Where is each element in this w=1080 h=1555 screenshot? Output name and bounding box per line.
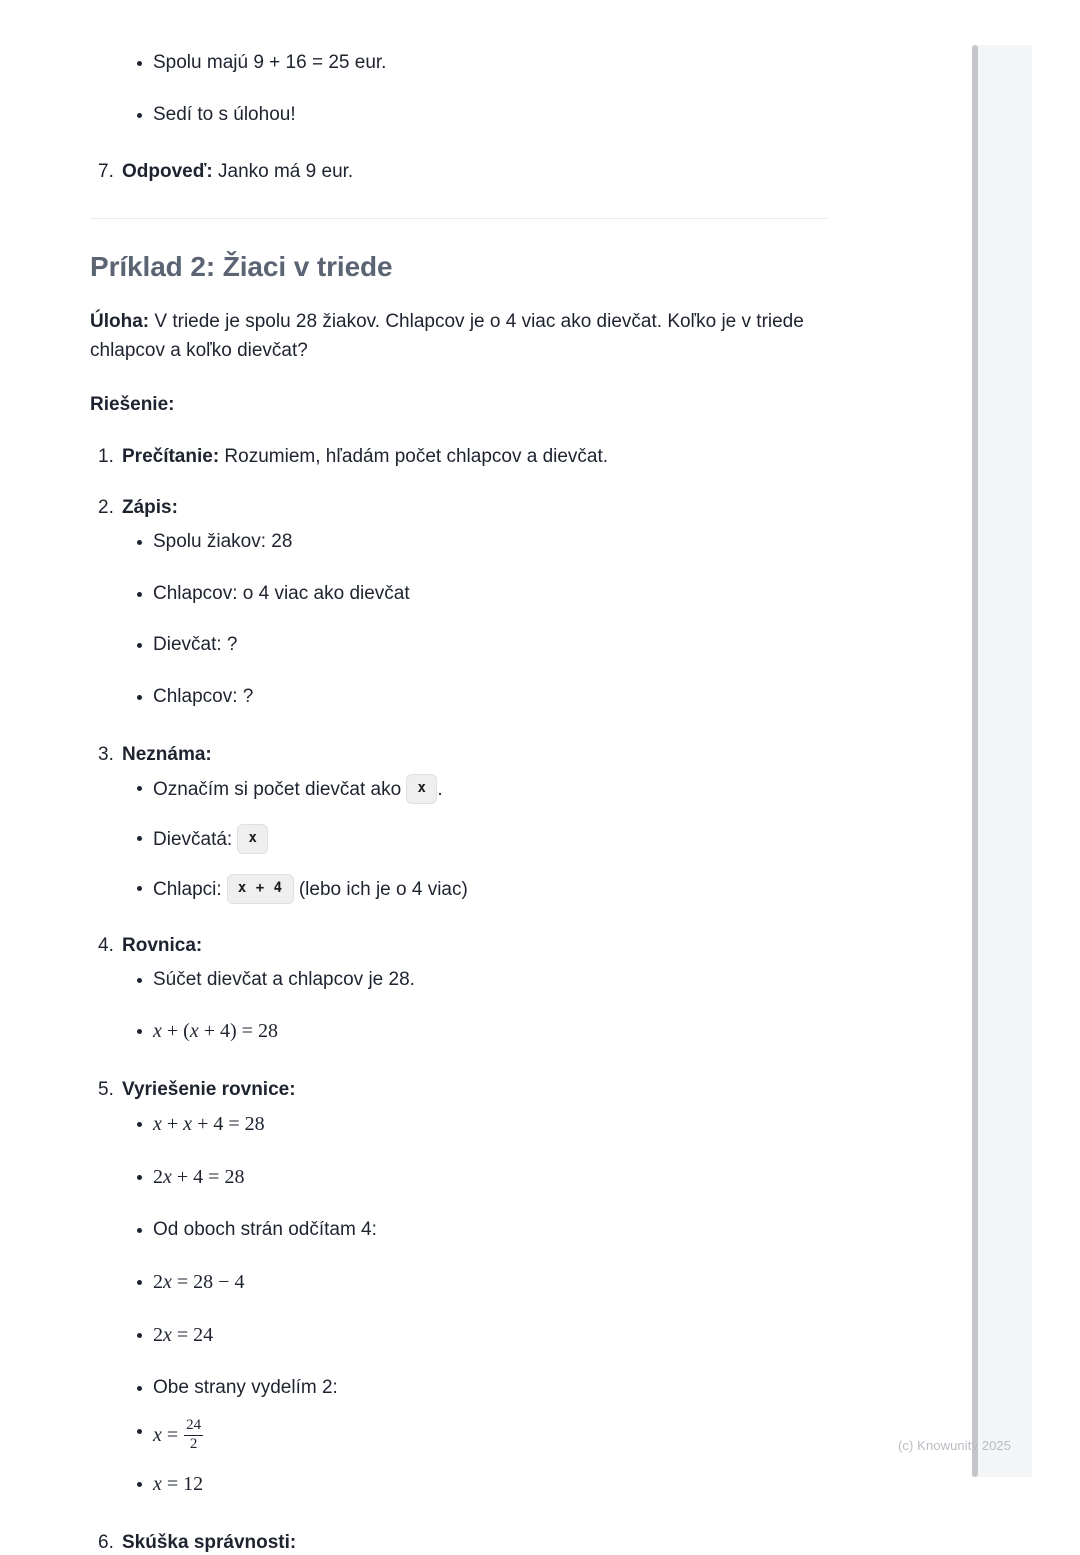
task-paragraph bbox=[90, 307, 830, 366]
list-item bbox=[90, 775, 830, 805]
math-expression-fraction bbox=[153, 1417, 204, 1452]
list-item: Súčet dievčat a chlapcov je 28. bbox=[90, 967, 830, 993]
solution-steps bbox=[90, 444, 830, 1555]
step-label: Neznáma: bbox=[122, 743, 212, 765]
list-item: Spolu žiakov: 28 bbox=[90, 529, 830, 555]
step-label: Rovnica: bbox=[122, 934, 203, 956]
step-number: 5. bbox=[98, 1079, 114, 1101]
list-item: Spolu majú 9 + 16 = 25 eur. bbox=[90, 50, 830, 76]
bullet-text-suffix: (lebo ich je o 4 viac) bbox=[293, 879, 468, 901]
step-label: Vyriešenie rovnice: bbox=[122, 1079, 296, 1101]
step-text: Janko má 9 eur. bbox=[212, 161, 354, 183]
step-text: Rozumiem, hľadám počet chlapcov a dievčat. bbox=[219, 445, 609, 467]
bullet-text: Chlapci: bbox=[153, 879, 227, 901]
list-item: Chlapcov: ? bbox=[90, 684, 830, 710]
step-label: Zápis: bbox=[122, 497, 178, 519]
step2-bullets bbox=[90, 529, 830, 710]
list-item bbox=[90, 1471, 830, 1498]
previous-section-bullets bbox=[90, 50, 830, 127]
step-number: 4. bbox=[98, 934, 114, 956]
list-item bbox=[90, 1111, 830, 1138]
bullet-text: Označím si počet dievčat ako bbox=[153, 779, 407, 801]
step4-bullets bbox=[90, 967, 830, 1046]
list-item bbox=[90, 933, 830, 959]
list-item bbox=[90, 495, 830, 521]
step-number: 1. bbox=[98, 445, 114, 467]
math-expression: 2x = 28 − 4 bbox=[153, 1270, 245, 1293]
list-item bbox=[90, 742, 830, 768]
list-item: Chlapcov: o 4 viac ako dievčat bbox=[90, 581, 830, 607]
document-content bbox=[90, 0, 830, 1555]
step-label: Odpoveď: bbox=[122, 161, 213, 183]
list-item bbox=[90, 825, 830, 855]
list-item: Od oboch strán odčítam 4: bbox=[90, 1217, 830, 1243]
list-item bbox=[90, 875, 830, 905]
math-expression: x + (x + 4) = 28 bbox=[153, 1020, 278, 1043]
math-expression: 2x = 24 bbox=[153, 1323, 214, 1346]
code-chip-x: x bbox=[237, 824, 268, 854]
code-chip-x: x bbox=[406, 774, 437, 804]
step-number: 3. bbox=[98, 743, 114, 765]
list-item bbox=[90, 1018, 830, 1045]
bullet-text-suffix: . bbox=[437, 779, 443, 801]
fraction bbox=[184, 1418, 203, 1453]
list-item bbox=[90, 1269, 830, 1296]
step5-bullets bbox=[90, 1111, 830, 1498]
step-label: Prečítanie: bbox=[122, 445, 220, 467]
list-item: Obe strany vydelím 2: bbox=[90, 1375, 830, 1401]
math-expression: x + x + 4 = 28 bbox=[153, 1112, 265, 1135]
list-item bbox=[90, 1164, 830, 1191]
list-item bbox=[90, 1322, 830, 1349]
list-item: Sedí to s úlohou! bbox=[90, 102, 830, 128]
copyright-watermark: (c) Knowunity 2025 bbox=[898, 1438, 1012, 1453]
right-side-panel bbox=[978, 45, 1032, 1477]
code-chip-x-plus-4: x + 4 bbox=[227, 874, 294, 904]
fraction-numerator: 24 bbox=[184, 1418, 203, 1436]
math-lhs: x = bbox=[153, 1424, 179, 1447]
step-number: 7. bbox=[98, 161, 114, 183]
list-item bbox=[90, 1077, 830, 1103]
solution-label: Riešenie: bbox=[90, 393, 175, 415]
fraction-denominator: 2 bbox=[189, 1435, 198, 1452]
math-expression: 2x + 4 = 28 bbox=[153, 1165, 245, 1188]
step-number: 2. bbox=[98, 497, 114, 519]
step-number: 6. bbox=[98, 1531, 114, 1553]
bullet-text: Dievčatá: bbox=[153, 829, 238, 851]
math-expression: x = 12 bbox=[153, 1472, 204, 1495]
list-item bbox=[90, 159, 830, 185]
task-text: V triede je spolu 28 žiakov. Chlapcov je o 4 viac ako dievčat. Koľko je v triede chlapcov a koľko dievčat? bbox=[90, 310, 804, 362]
list-item bbox=[90, 1418, 830, 1453]
page-title: Príklad 2: Žiaci v triede bbox=[90, 250, 393, 282]
step-label: Skúška správnosti: bbox=[122, 1531, 297, 1553]
task-label: Úloha: bbox=[90, 310, 150, 332]
previous-section-steps bbox=[90, 159, 830, 185]
list-item bbox=[90, 1530, 830, 1555]
list-item bbox=[90, 444, 830, 470]
step3-bullets bbox=[90, 775, 830, 905]
list-item: Dievčat: ? bbox=[90, 632, 830, 658]
